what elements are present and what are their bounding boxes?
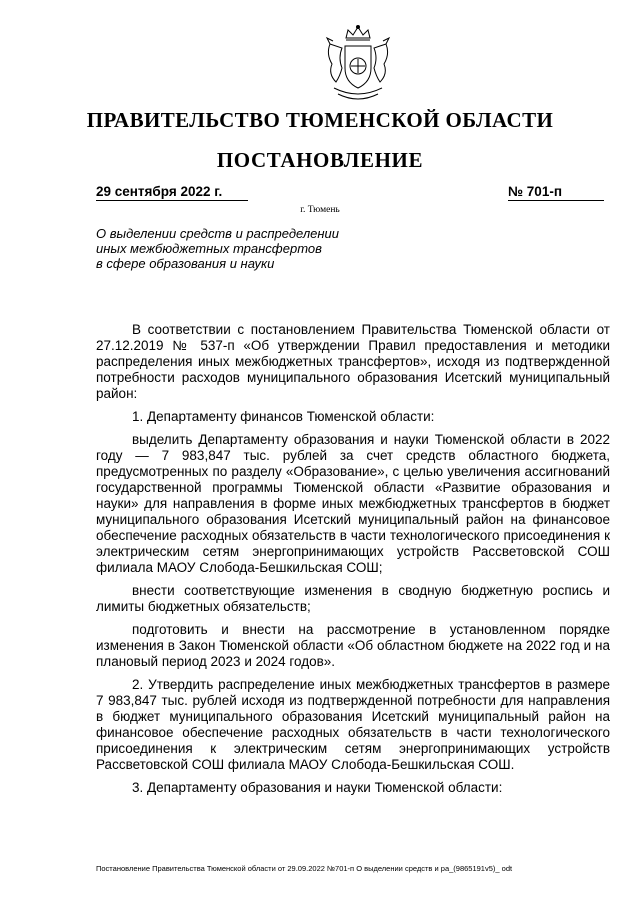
document-subject bbox=[96, 226, 396, 271]
document-type-title: ПОСТАНОВЛЕНИЕ bbox=[216, 148, 424, 172]
body-paragraph: подготовить и внести на рассмотрение в установленном порядке изменения в Закон Тюменской области «Об областном бюджете на 2022 год и на плановый период 2023 и 2024 годов». bbox=[96, 622, 610, 669]
subject-line: иных межбюджетных трансфертов bbox=[96, 241, 322, 256]
document-city: г. Тюмень bbox=[300, 205, 340, 215]
subject-line: в сфере образования и науки bbox=[96, 256, 275, 271]
body-paragraph: 3. Департаменту образования и науки Тюменской области: bbox=[132, 780, 503, 795]
coat-of-arms-emblem bbox=[318, 24, 398, 108]
body-paragraph: 1. Департаменту финансов Тюменской области: bbox=[132, 409, 435, 424]
body-paragraph: 2. Утвердить распределение иных межбюджетных трансфертов в размере 7 983,847 тыс. рублей исходя из подтвержденной потребности для направления в бюджет муниципального образования Исетский муниципальный район на финансовое обеспечение расходных обязательств в части технологического присоединения к электрическим сетям энергопринимающих устройств Рассветовской СОШ филиала МАОУ Слобода-Бешкильская СОШ. bbox=[96, 677, 610, 772]
document-body bbox=[96, 322, 610, 803]
document-footer: Постановление Правительства Тюменской области от 29.09.2022 №701-п О выделении средств и ра_(9865191v5)_ odt bbox=[96, 864, 513, 873]
government-title: ПРАВИТЕЛЬСТВО ТЮМЕНСКОЙ ОБЛАСТИ bbox=[86, 108, 554, 132]
document-number: № 701-п bbox=[508, 184, 604, 201]
body-paragraph: выделить Департаменту образования и науки Тюменской области в 2022 году — 7 983,847 тыс. рублей за счет средств областного бюджета, предусмотренных по разделу «Образование», с целью увеличения ассигнований государственной программы Тюменской области «Развитие образования и науки» для направления в форме иных межбюджетных трансфертов в бюджет муниципального образования Исетский муниципальный район на финансовое обеспечение расходных обязательств в части технологического присоединения к электрическим сетям энергопринимающих устройств Рассветовской СОШ филиала МАОУ Слобода-Бешкильская СОШ; bbox=[96, 432, 610, 575]
body-paragraph: внести соответствующие изменения в сводную бюджетную роспись и лимиты бюджетных обязательств; bbox=[96, 583, 610, 614]
body-paragraph: В соответствии с постановлением Правительства Тюменской области от 27.12.2019 № 537-п «Об утверждении Правил предоставления и методики распределения иных межбюджетных трансфертов», исходя из подтвержденной потребности расходов муниципального образования Исетский муниципальный район: bbox=[96, 322, 610, 401]
document-date: 29 сентября 2022 г. bbox=[96, 184, 248, 201]
subject-line: О выделении средств и распределении bbox=[96, 226, 340, 241]
